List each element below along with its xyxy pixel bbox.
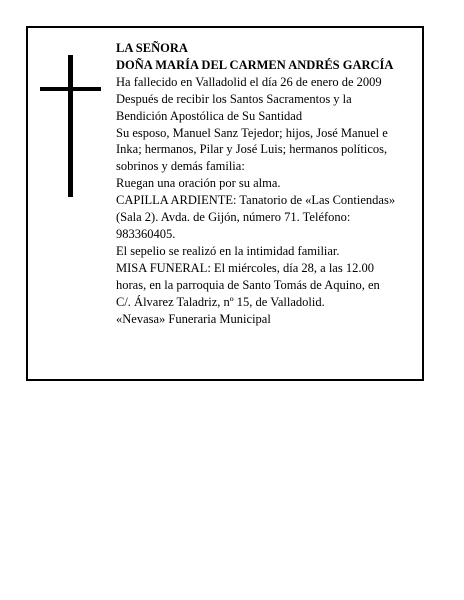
text-line: Inka; hermanos, Pilar y José Luis; hermanos políticos, (116, 142, 388, 157)
text-line: Ha fallecido en Valladolid el día 26 de enero de 2009 (116, 74, 382, 89)
text-line: «Nevasa» Funeraria Municipal (116, 311, 271, 326)
deceased-name: DOÑA MARÍA DEL CARMEN ANDRÉS GARCÍA (116, 57, 394, 72)
obituary-text (116, 40, 424, 327)
text-line: Bendición Apostólica de Su Santidad (116, 108, 303, 123)
text-line: CAPILLA ARDIENTE: Tanatorio de «Las Contiendas» (116, 193, 396, 208)
text-line: Su esposo, Manuel Sanz Tejedor; hijos, José Manuel e (116, 125, 388, 140)
obituary-notice (26, 26, 424, 381)
obituary-title: LA SEÑORA (116, 41, 188, 55)
text-line: Ruegan una oración por su alma. (116, 176, 281, 191)
text-line: (Sala 2). Avda. de Gijón, número 71. Teléfono: (116, 210, 351, 225)
text-line: 983360405. (116, 226, 176, 241)
text-line: C/. Álvarez Taladriz, nº 15, de Valladolid. (116, 294, 325, 309)
cross-icon (68, 55, 73, 197)
text-line: MISA FUNERAL: El miércoles, día 28, a las 12.00 (116, 260, 374, 275)
text-line: horas, en la parroquia de Santo Tomás de Aquino, en (116, 277, 380, 292)
text-line: sobrinos y demás familia: (116, 159, 245, 174)
cross-icon-bar (40, 87, 101, 91)
text-line: El sepelio se realizó en la intimidad familiar. (116, 243, 340, 258)
text-line: Después de recibir los Santos Sacramentos y la (116, 91, 352, 106)
